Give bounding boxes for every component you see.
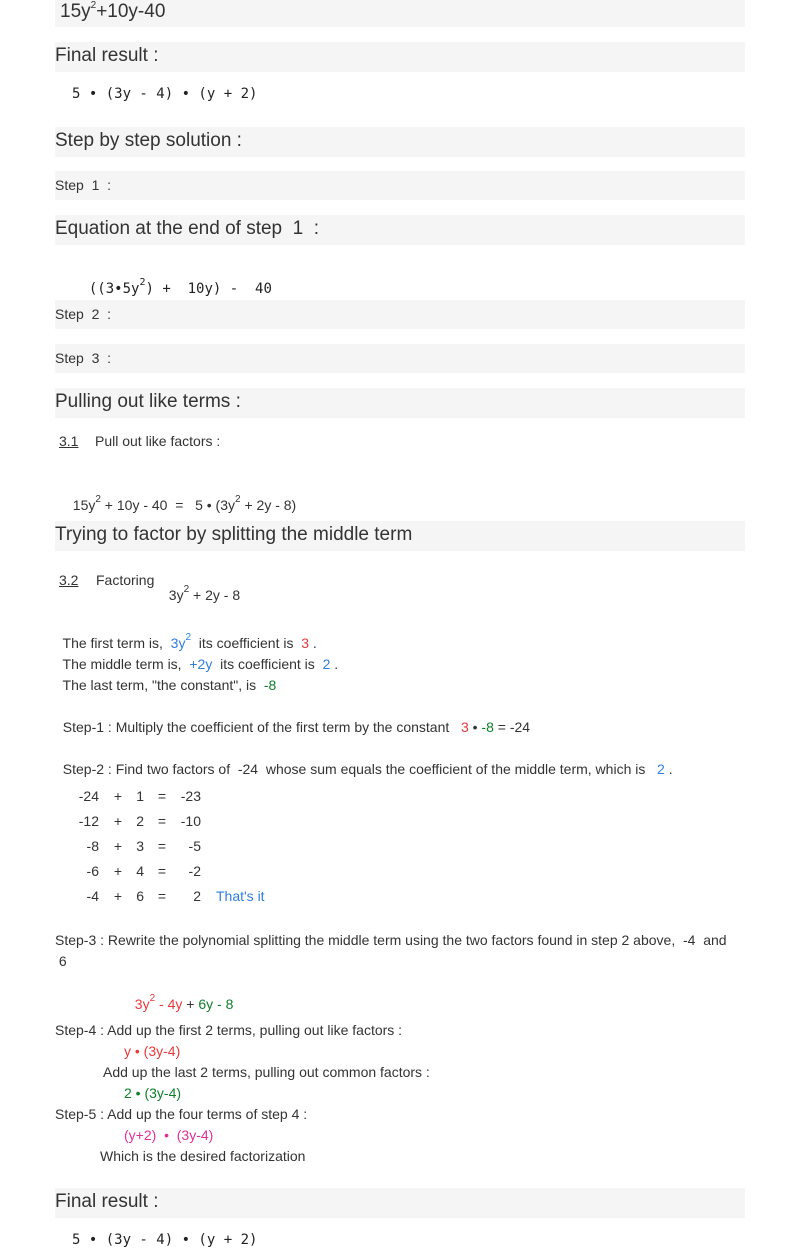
step3-label: Step 3 : (55, 350, 112, 366)
top-expression-base: 15y (60, 1, 91, 22)
factor-sum: -23 (180, 788, 201, 804)
first-term-mid: its coefficient is (191, 635, 302, 651)
step-3-1-number: 3.1 (59, 433, 79, 449)
step-5-line-1: Step-5 : Add up the four terms of step 4 : (55, 1106, 308, 1122)
top-expression (60, 1, 165, 23)
factor-b: 1 (136, 788, 144, 804)
factor-eq: = (157, 813, 167, 829)
step-3-expr-a-base: 3y (134, 996, 150, 1012)
equation-expression-exponent: 2 (139, 277, 146, 289)
first-term-pre: The first term is, (62, 635, 171, 651)
splitting-title: Trying to factor by splitting the middle term (55, 524, 413, 545)
s31-rhs-rest: + 2y - 8) (240, 497, 297, 513)
final-result-2-header-bar (55, 1188, 745, 1218)
step-1-dot: • (468, 719, 482, 735)
factor-a: -24 (78, 788, 99, 804)
step1-bar (55, 171, 745, 200)
step-3-expression (127, 980, 233, 1012)
s32-expr-base: 3y (168, 587, 184, 603)
pulling-title: Pulling out like terms : (55, 391, 241, 412)
middle-term-pre: The middle term is, (62, 656, 190, 672)
factor-b: 6 (136, 888, 144, 904)
s32-expr-rest: + 2y - 8 (189, 587, 241, 603)
middle-term-coefficient: 2 (322, 656, 331, 672)
step-1-post: = -24 (493, 719, 531, 735)
step-3-2-number: 3.2 (59, 572, 79, 588)
s31-rhs-exp: 2 (235, 494, 241, 506)
step-3-line-1: Step-3 : Rewrite the polynomial splitting the middle term using the two factors found in step 2 above, -4 and (55, 932, 727, 948)
last-term-pre: The last term, "the constant", is (62, 677, 264, 693)
step-3-2-expression (161, 571, 240, 603)
step-4-expression-2: 2 • (3y-4) (124, 1085, 182, 1101)
step-3-1-expression (65, 481, 296, 513)
step-3-expr-b: 6y - 8 (198, 996, 234, 1012)
step-3-expr-plus: + (182, 996, 199, 1012)
step1-label: Step 1 : (55, 177, 112, 193)
step-3-2-text: Factoring (96, 572, 155, 588)
step-3-expr-a (134, 993, 183, 1012)
factor-eq: = (157, 863, 167, 879)
last-term-value: -8 (263, 677, 277, 693)
step-3-1-text: Pull out like factors : (95, 433, 221, 449)
step-2-value: 2 (657, 761, 665, 777)
step2-bar (55, 300, 745, 329)
factor-a: -8 (86, 838, 99, 854)
final-result-2-expression: 5 • (3y - 4) • (y + 2) (72, 1232, 258, 1248)
step2-label: Step 2 : (55, 306, 112, 322)
step-4-expression-1: y • (3y-4) (124, 1043, 181, 1059)
equation-title: Equation at the end of step 1 : (55, 218, 320, 239)
final-result-2-title: Final result : (55, 1191, 159, 1212)
factor-sum: -10 (180, 813, 201, 829)
final-result-header-bar (55, 42, 745, 72)
final-result-title: Final result : (55, 45, 159, 66)
step-2-post: . (664, 761, 673, 777)
factor-b: 4 (136, 863, 144, 879)
s31-lhs-exp: 2 (95, 494, 101, 506)
middle-term-mid: its coefficient is (212, 656, 323, 672)
final-result-expression: 5 • (3y - 4) • (y + 2) (72, 86, 258, 102)
factor-plus: + (113, 788, 123, 804)
equation-expression-post: ) + 10y) - 40 (145, 281, 272, 297)
factor-plus: + (113, 863, 123, 879)
thats-it-note: That's it (216, 888, 265, 904)
step-3-expr-a-exp: 2 (149, 993, 156, 1005)
equation-expression (72, 265, 272, 297)
step-1-coef: 3 (460, 719, 469, 735)
step-1-pre: Step-1 : Multiply the coefficient of the first term by the constant (62, 719, 461, 735)
factor-sum: 2 (193, 888, 201, 904)
step-1-line (55, 703, 530, 735)
first-term-exp: 2 (185, 632, 192, 644)
factor-a: -12 (78, 813, 99, 829)
step-5-line-2: Which is the desired factorization (100, 1148, 306, 1164)
step-1-constant: -8 (481, 719, 494, 735)
factor-sum: -2 (188, 863, 201, 879)
factor-a: -6 (86, 863, 99, 879)
last-term-line (55, 661, 276, 693)
step-2-line (55, 745, 673, 777)
top-expression-rest: +10y-40 (96, 1, 166, 22)
factor-b: 3 (136, 838, 144, 854)
s32-expr-exp: 2 (183, 584, 190, 596)
step-4-line-2: Add up the last 2 terms, pulling out common factors : (103, 1064, 430, 1080)
factor-plus: + (113, 838, 123, 854)
step-3-line-2: 6 (55, 953, 67, 969)
middle-term-post: . (330, 656, 339, 672)
s31-lhs-base: 15y (72, 497, 96, 513)
step-2-pre: Step-2 : Find two factors of -24 whose sum equals the coefficient of the middle term, which is (62, 761, 658, 777)
factor-sum: -5 (188, 838, 201, 854)
first-term-base: 3y (170, 635, 186, 651)
equation-expression-pre: ((3•5y (88, 281, 140, 297)
factor-b: 2 (136, 813, 144, 829)
first-term-post: . (309, 635, 317, 651)
first-term-coefficient: 3 (301, 635, 310, 651)
step-5-expression: (y+2) • (3y-4) (124, 1127, 214, 1143)
factor-plus: + (113, 888, 123, 904)
factor-eq: = (157, 838, 167, 854)
step-3-expr-a-rest: - 4y (155, 996, 183, 1012)
step-4-line-1: Step-4 : Add up the first 2 terms, pulling out like factors : (55, 1022, 403, 1038)
step-by-step-title: Step by step solution : (55, 130, 242, 151)
step3-bar (55, 344, 745, 373)
s31-lhs-rest: + 10y - 40 = 5 • (3y (100, 497, 236, 513)
factor-plus: + (113, 813, 123, 829)
middle-term-value: +2y (189, 656, 213, 672)
factor-eq: = (157, 788, 167, 804)
factor-a: -4 (86, 888, 99, 904)
factor-eq: = (157, 888, 167, 904)
top-expression-exponent: 2 (90, 0, 97, 11)
